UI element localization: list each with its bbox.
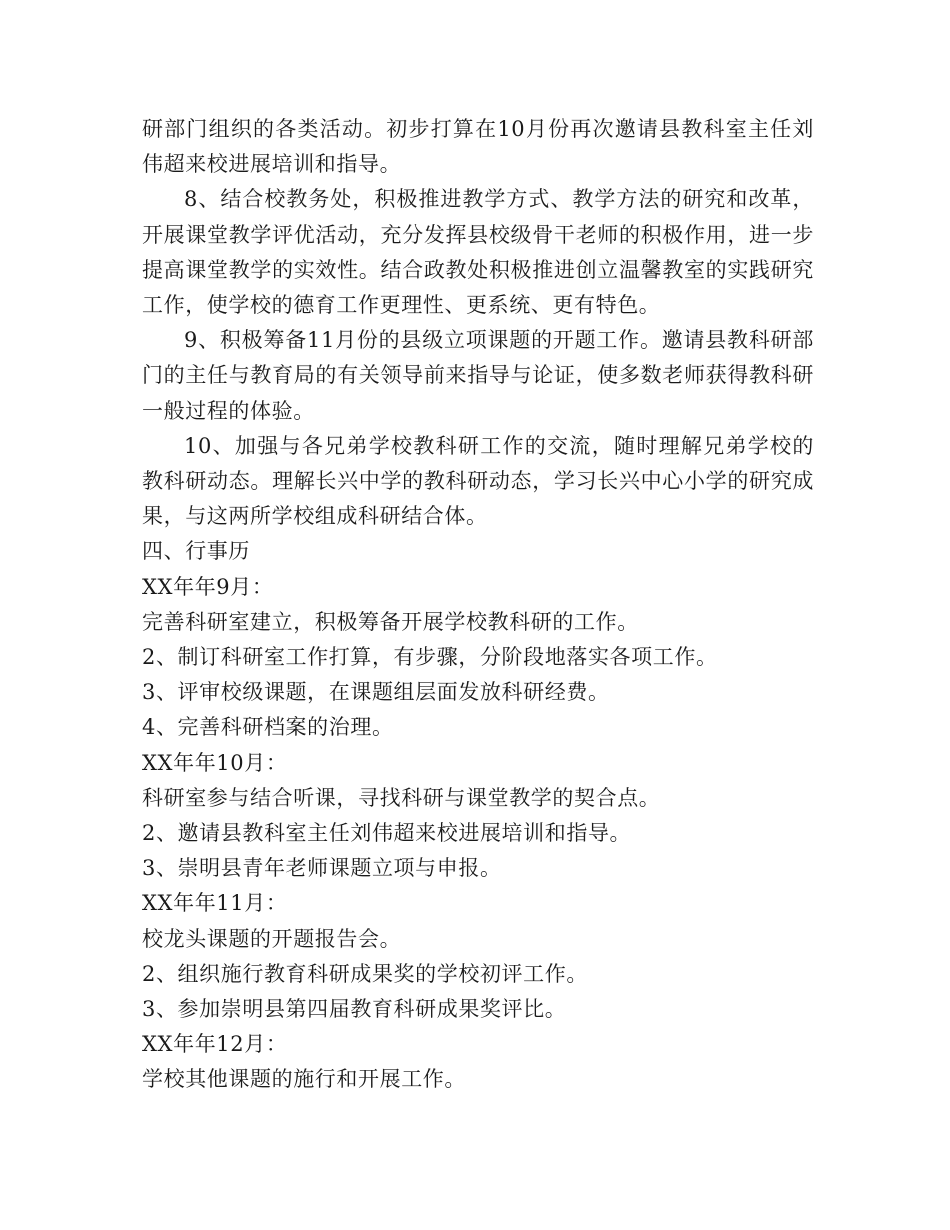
calendar-item: 3、评审校级课题，在课题组层面发放科研经费。 [142,680,610,705]
calendar-month-september: XX年年9月： [142,574,274,599]
calendar-item: 校龙头课题的开题报告会。 [142,926,402,951]
calendar-item: 科研室参与结合听课，寻找科研与课堂教学的契合点。 [142,785,661,810]
paragraph-item-9: 9、积极筹备11月份的县级立项课题的开题工作。邀请县教科研部门的主任与教育局的有关领导前来指导与论证，使多数老师获得教科研一般过程的体验。 [142,328,814,423]
calendar-item: 2、邀请县教科室主任刘伟超来校进展培训和指导。 [142,821,632,846]
calendar-item: 2、组织施行教育科研成果奖的学校初评工作。 [142,961,588,986]
paragraph-continuation: 研部门组织的各类活动。初步打算在10月份再次邀请县教科室主任刘伟超来校进展培训和指导。 [142,117,814,177]
calendar-item: 2、制订科研室工作打算，有步骤，分阶段地落实各项工作。 [142,645,718,670]
document-body [142,112,814,1098]
calendar-item: 完善科研室建立，积极筹备开展学校教科研的工作。 [142,609,639,634]
calendar-item: 3、参加崇明县第四届教育科研成果奖评比。 [142,997,567,1022]
calendar-month-november: XX年年11月： [142,891,288,916]
calendar-month-october: XX年年10月： [142,750,288,775]
calendar-item: 3、崇明县青年老师课题立项与申报。 [142,856,502,881]
calendar-month-december: XX年年12月： [142,1032,288,1057]
paragraph-item-8: 8、结合校教务处，积极推进教学方式、教学方法的研究和改革，开展课堂教学评优活动，充分发挥县校级骨干老师的积极作用，进一步提高课堂教学的实效性。结合政教处积极推进创立温馨教室的实践研究工作，使学校的德育工作更理性、更系统、更有特色。 [142,187,814,318]
calendar-item: 学校其他课题的施行和开展工作。 [142,1067,466,1092]
section-heading: 四、行事历 [142,539,250,564]
calendar-item: 4、完善科研档案的治理。 [142,715,394,740]
paragraph-item-10: 10、加强与各兄弟学校教科研工作的交流，随时理解兄弟学校的教科研动态。理解长兴中学的教科研动态，学习长兴中心小学的研究成果，与这两所学校组成科研结合体。 [142,433,814,529]
